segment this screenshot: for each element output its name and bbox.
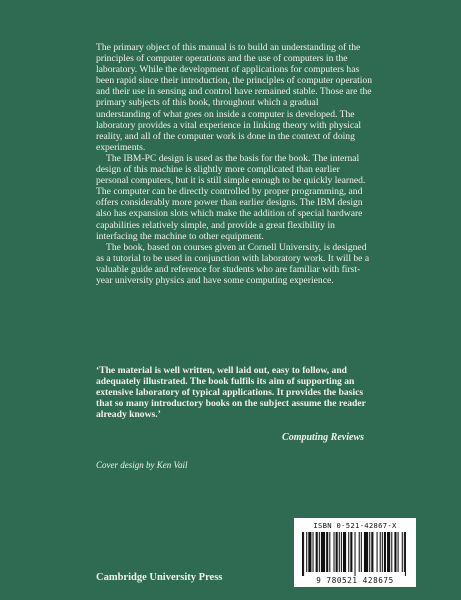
barcode-bar: [359, 532, 360, 572]
barcode-bar: [341, 532, 342, 572]
isbn-label: ISBN 0-521-42867-X: [313, 521, 397, 530]
barcode-bar: [391, 532, 392, 572]
barcode-bar: [371, 532, 373, 572]
barcode-bar: [319, 532, 320, 572]
barcode-bar: [394, 532, 396, 572]
barcode-bar: [316, 532, 318, 572]
barcode-bar: [306, 532, 307, 572]
barcode-bar: [313, 532, 314, 572]
description-paragraph-2: The IBM-PC design is used as the basis for the book. The internal design of this machine is slightly more complicated than earlier personal computers, but it is still simple enough to be quickly learned. The computer can be directly controlled by proper programming, and offers considerably more power than earlier designs. The IBM design also has expansion slots which make the addition of special hardware capabilities relatively simple, and provide a great flexibility in interfacing the machine to other equipment.: [96, 152, 366, 242]
barcode-bar: [308, 532, 311, 572]
review-quote: ‘The material is well written, well laid out, easy to follow, and adequately illustrated. The book fulfils its aim of supporting an extensive laboratory of typical applications. It provides the basics that so many introductory books on the subject assume the reader already knows.’: [96, 365, 366, 421]
barcode-bar: [329, 532, 330, 572]
barcode-bar: [303, 532, 304, 576]
barcode-bar: [334, 532, 335, 572]
barcode-bar: [369, 532, 370, 572]
barcode-bar: [387, 532, 390, 572]
barcode-bar: [336, 532, 338, 572]
book-description: [96, 42, 374, 286]
barcode-bar: [326, 532, 328, 572]
barcode-bar: [377, 532, 378, 572]
barcode-bar: [343, 532, 346, 572]
barcode-bar: [384, 532, 386, 572]
barcode-bar: [339, 532, 340, 572]
barcode-bar: [364, 532, 368, 572]
barcode-bar: [382, 532, 383, 572]
barcode-bar: [348, 532, 349, 572]
barcode-bar: [398, 532, 399, 572]
publisher-name: Cambridge University Press: [96, 572, 223, 583]
description-paragraph-1: The primary object of this manual is to build an understanding of the principles of computer operations and the use of computers in the laboratory. While the development of applications for computers has been rapid since their introduction, the principles of computer operation and their use in sensing and control have remained stable. Those are the primary subjects of this book, throughout which a gradual understanding of what goes on inside a computer is developed. The laboratory provides a vital experience in linking theory with physical reality, and all of the computer work is done in the context of doing experiments.: [96, 42, 372, 153]
barcode-bar: [321, 532, 325, 572]
barcode-bar: [355, 532, 356, 576]
barcode-bar: [380, 532, 381, 572]
barcode-bar: [302, 532, 303, 576]
review-source: Computing Reviews: [282, 432, 364, 443]
barcode-bar: [404, 532, 405, 572]
barcode-bar: [350, 532, 352, 572]
cover-design-credit: Cover design by Ken Vail: [96, 460, 188, 470]
description-paragraph-3: The book, based on courses given at Cornell University, is designed as a tutorial to be used in conjunction with laboratory work. It will be a valuable guide and reference for students who are familiar with first-year university physics and have some computing experience.: [96, 241, 370, 286]
barcode-bars: [302, 532, 408, 576]
barcode-bar: [405, 532, 406, 576]
barcode-bar: [361, 532, 362, 572]
barcode-bar: [402, 532, 403, 572]
isbn-barcode: [294, 518, 416, 587]
barcode-digits: 9 780521 428675: [316, 576, 394, 585]
